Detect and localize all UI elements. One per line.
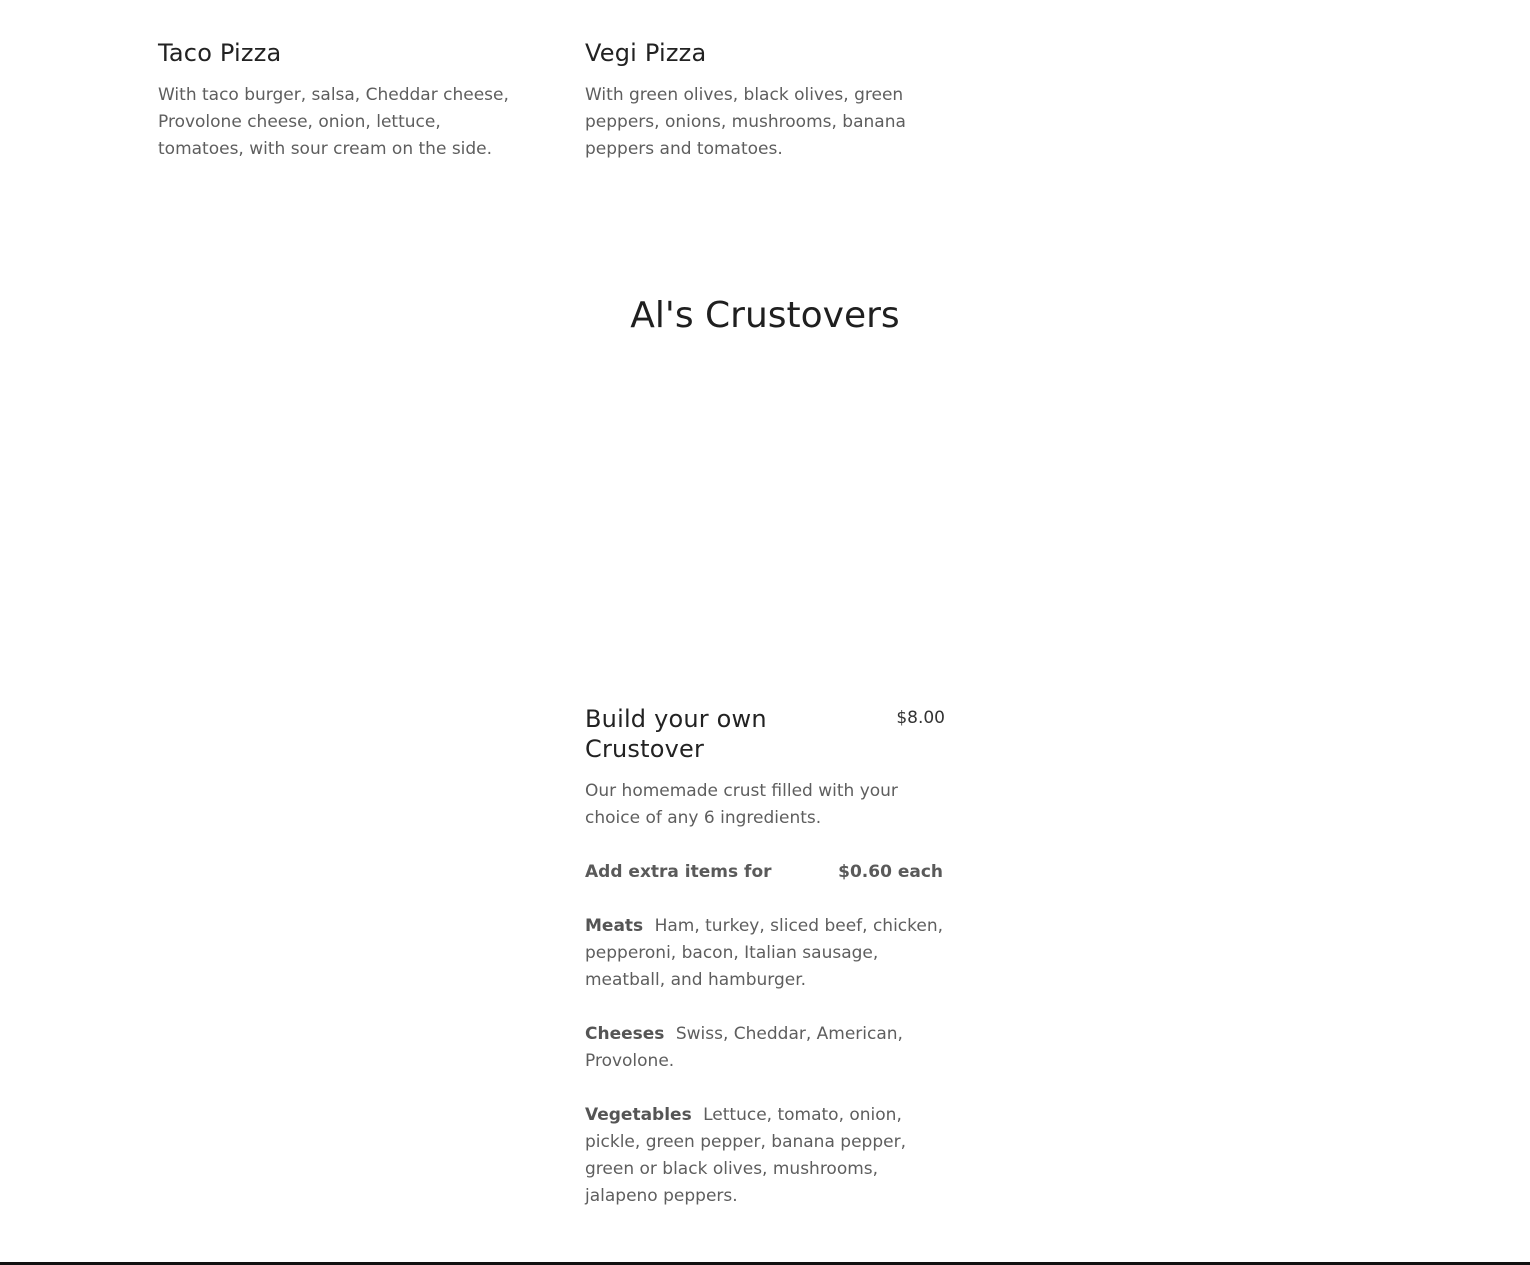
menu-item-price: $8.00 [896,708,945,728]
menu-item-header [585,704,945,764]
ingredient-group-meats [585,913,945,994]
extra-items-row [585,859,943,886]
section-title: Al's Crustovers [630,295,900,336]
ingredient-group-label: Cheeses [585,1024,665,1044]
ingredient-group-label: Vegetables [585,1105,692,1125]
menu-item-description: With green olives, black olives, green peppers, onions, mushrooms, banana peppers and tomatoes. [585,85,906,159]
menu-item-vegi-pizza [585,38,945,163]
menu-item-taco-pizza [158,38,518,163]
ingredient-group-items: Ham, turkey, sliced beef, chicken, pepperoni, bacon, Italian sausage, meatball, and hamburger. [585,916,944,990]
menu-item-description: Our homemade crust filled with your choice of any 6 ingredients. [585,781,898,828]
menu-item-description: With taco burger, salsa, Cheddar cheese, Provolone cheese, onion, lettuce, tomatoes, with sour cream on the side. [158,85,509,159]
menu-item-title: Build your own Crustover [585,705,767,763]
menu-item-title: Taco Pizza [158,39,282,67]
menu-item-build-your-own-crustover [585,704,945,1210]
ingredient-group-vegetables [585,1102,945,1210]
ingredient-group-label: Meats [585,916,644,936]
ingredient-group-items: Swiss, Cheddar, American, Provolone. [585,1024,903,1071]
extra-items-label: Add extra items for [585,862,772,882]
extra-items-price: $0.60 each [838,862,943,882]
menu-item-title: Vegi Pizza [585,39,707,67]
ingredient-group-items: Lettuce, tomato, onion, pickle, green pepper, banana pepper, green or black olives, mushrooms, jalapeno peppers. [585,1105,906,1206]
ingredient-group-cheeses [585,1021,945,1075]
